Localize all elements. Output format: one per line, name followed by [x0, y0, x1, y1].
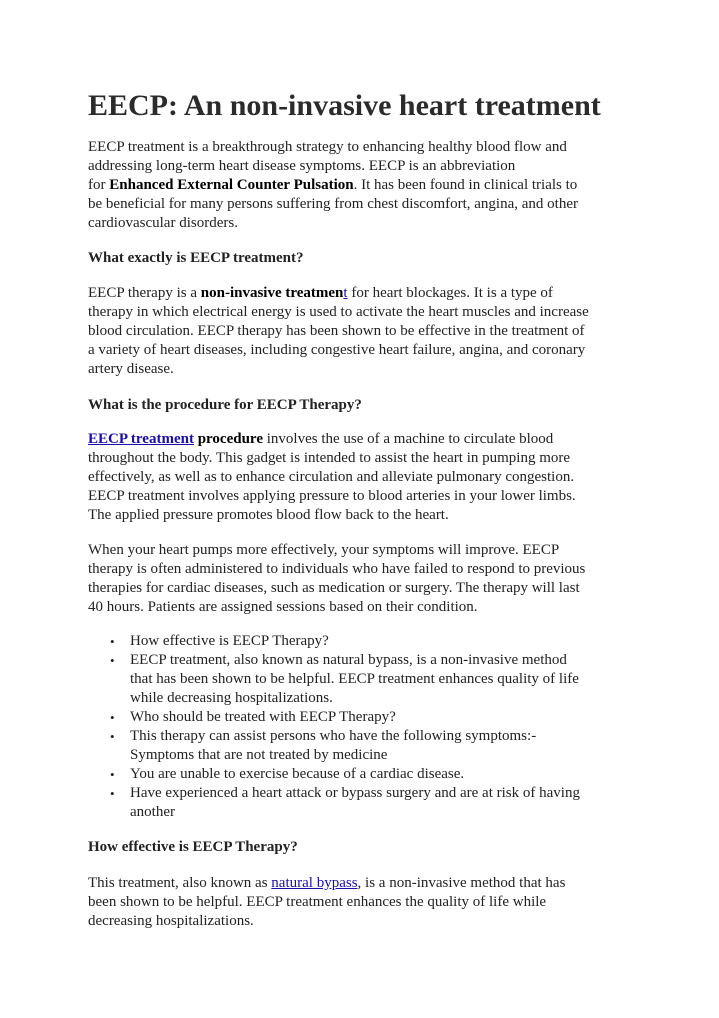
- section1-paragraph: EECP therapy is a non-invasive treatment for heart blockages. It is a type of therapy in which electrical energy is used to activate the heart muscles and increase blood circulation. EECP therapy has been shown to be effective in the treatment of a variety of heart diseases, including congestive heart failure, angina, and coronary artery disease.: [88, 284, 648, 379]
- paragraph-line: effectively, as well as to enhance circulation and alleviate pulmonary congestion.: [88, 469, 575, 485]
- paragraph-line: The applied pressure promotes blood flow back to the heart.: [88, 507, 449, 523]
- list-item: • Who should be treated with EECP Therapy?: [110, 709, 396, 725]
- paragraph-line: a variety of heart diseases, including congestive heart failure, angina, and coronary: [88, 342, 586, 358]
- intro-line: EECP treatment is a breakthrough strategy to enhancing healthy blood flow and: [88, 139, 567, 155]
- intro-line: addressing long-term heart disease symptoms. EECP is an abbreviation: [88, 158, 516, 174]
- paragraph-line: When your heart pumps more effectively, your symptoms will improve. EECP: [88, 542, 560, 558]
- list-item: • EECP treatment, also known as natural bypass, is a non-invasive method that has been shown to be helpful. EECP treatment enhances quality of life while decreasing hospitalizations.: [110, 652, 579, 706]
- bold-term: non-invasive treatmen: [200, 285, 344, 301]
- section-heading-procedure: What is the procedure for EECP Therapy?: [88, 397, 362, 413]
- intro-line: be beneficial for many persons suffering from chest discomfort, angina, and other: [88, 196, 578, 212]
- paragraph-line: blood circulation. EECP therapy has been shown to be effective in the treatment of: [88, 323, 585, 339]
- natural-bypass-link[interactable]: natural bypass: [271, 875, 358, 891]
- section-heading-what-is-eecp: What exactly is EECP treatment?: [88, 250, 304, 266]
- bullet-icon: •: [110, 653, 115, 668]
- bullet-icon: •: [110, 634, 115, 649]
- section-heading-effectiveness: How effective is EECP Therapy?: [88, 839, 298, 855]
- paragraph-line: therapy is often administered to individuals who have failed to respond to previous: [88, 561, 586, 577]
- intro-line: cardiovascular disorders.: [88, 215, 238, 231]
- list-item: • Have experienced a heart attack or bypass surgery and are at risk of having another: [110, 785, 580, 820]
- acronym-expansion: Enhanced External Counter Pulsation: [109, 177, 354, 193]
- bullet-icon: •: [110, 710, 115, 725]
- intro-paragraph: [88, 138, 648, 233]
- bullet-list: [88, 632, 648, 822]
- paragraph-line: been shown to be helpful. EECP treatment enhances the quality of life while: [88, 894, 547, 910]
- paragraph-line: EECP treatment involves applying pressure to blood arteries in your lower limbs.: [88, 488, 576, 504]
- bold-term: procedure: [193, 431, 263, 447]
- section2-paragraph2: [88, 541, 648, 617]
- paragraph-line: throughout the body. This gadget is intended to assist the heart in pumping more: [88, 450, 571, 466]
- treatment-link[interactable]: t: [343, 285, 348, 301]
- bullet-icon: •: [110, 729, 115, 744]
- list-item: • You are unable to exercise because of a cardiac disease.: [110, 766, 465, 782]
- eecp-treatment-link[interactable]: EECP treatment: [88, 431, 194, 447]
- list-item: • How effective is EECP Therapy?: [110, 633, 329, 649]
- section3-paragraph: This treatment, also known as natural bypass, is a non-invasive method that has been shown to be helpful. EECP treatment enhances the quality of life while decreasing hospitalizations.: [88, 874, 648, 931]
- paragraph-line: 40 hours. Patients are assigned sessions based on their condition.: [88, 599, 478, 615]
- section2-paragraph1: EECP treatment procedure involves the use of a machine to circulate blood throughout the body. This gadget is intended to assist the heart in pumping more effectively, as well as to enhance circulation and alleviate pulmonary congestion. EECP treatment involves applying pressure to blood arteries in your lower limbs. The applied pressure promotes blood flow back to the heart.: [88, 430, 648, 525]
- bullet-icon: •: [110, 767, 115, 782]
- paragraph-line: therapies for cardiac diseases, such as medication or surgery. The therapy will last: [88, 580, 580, 596]
- bullet-icon: •: [110, 786, 115, 801]
- page-title: EECP: An non-invasive heart treatment: [88, 89, 601, 122]
- paragraph-line: artery disease.: [88, 361, 174, 377]
- paragraph-line: therapy in which electrical energy is used to activate the heart muscles and increase: [88, 304, 589, 320]
- intro-line: for Enhanced External Counter Pulsation. It has been found in clinical trials to: [88, 177, 578, 193]
- list-item: • This therapy can assist persons who have the following symptoms:- Symptoms that are not treated by medicine: [110, 728, 537, 763]
- paragraph-line: decreasing hospitalizations.: [88, 913, 254, 929]
